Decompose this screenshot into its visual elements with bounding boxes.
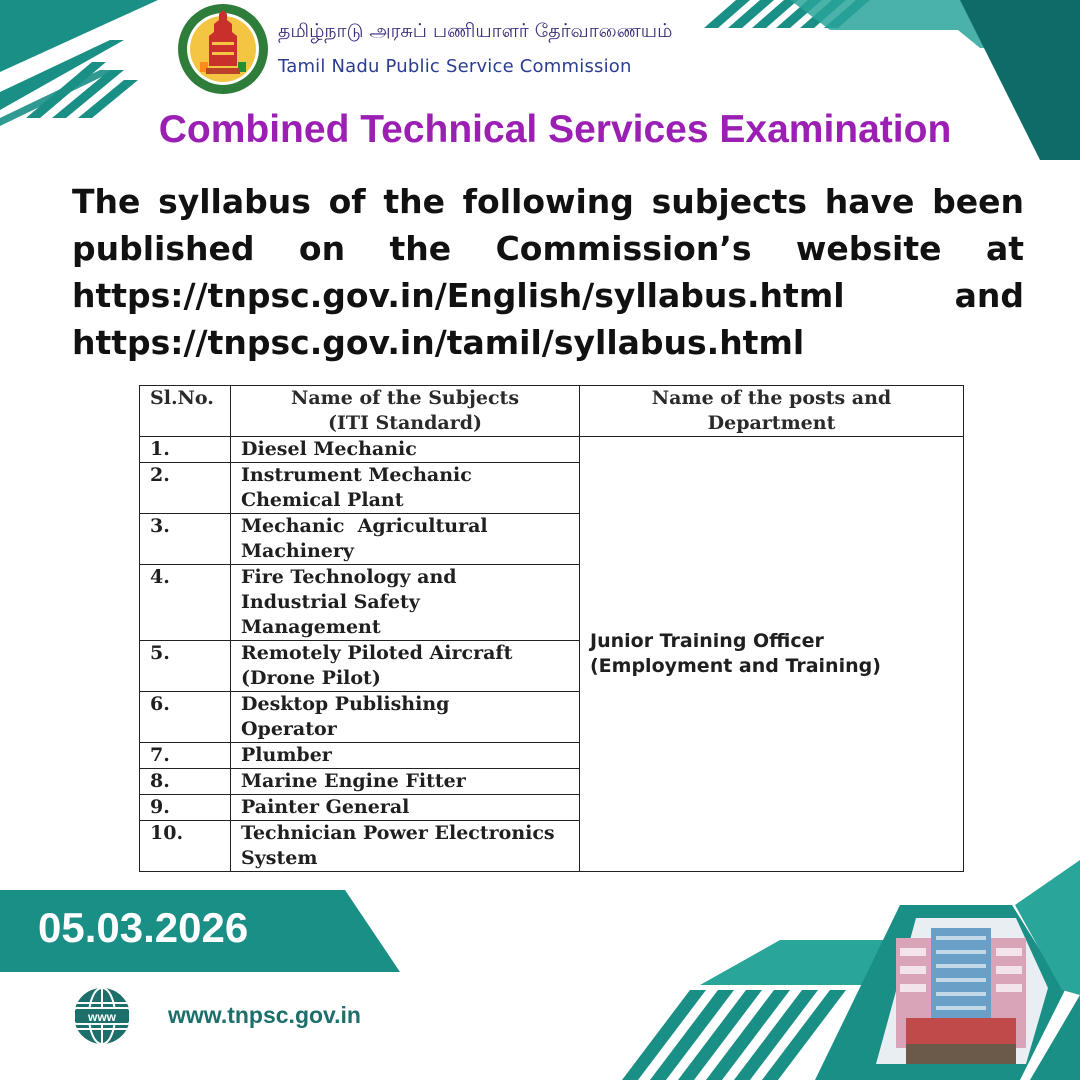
syllabus-table — [139, 385, 964, 872]
subject-line: System — [241, 847, 318, 869]
row-number: 7. — [140, 743, 231, 769]
subject-line: Industrial Safety — [241, 591, 420, 613]
header-posts-line: Department — [707, 412, 836, 434]
website-link[interactable]: www.tnpsc.gov.in — [168, 1002, 361, 1028]
row-number: 9. — [140, 795, 231, 821]
header-posts-line: Name of the posts and — [651, 387, 892, 409]
table-row — [140, 437, 964, 463]
subject-line: Mechanic Agricultural — [241, 515, 488, 537]
row-number: 5. — [140, 641, 231, 692]
intro-paragraph — [72, 178, 1024, 366]
subject-line: Management — [241, 616, 381, 638]
subject-line: Diesel Mechanic — [241, 438, 417, 460]
row-subject — [231, 769, 580, 795]
header-posts — [580, 386, 964, 437]
subject-line: Remotely Piloted Aircraft — [241, 642, 513, 664]
subject-line: Desktop Publishing — [241, 693, 450, 715]
row-number: 10. — [140, 821, 231, 872]
subject-line: Fire Technology and — [241, 566, 457, 588]
intro-line-tamil-link[interactable]: https://tnpsc.gov.in/tamil/syllabus.html — [72, 323, 805, 362]
post-line: Junior Training Officer — [590, 630, 824, 652]
subject-line: (Drone Pilot) — [241, 667, 381, 689]
date-label: 05.03.2026 — [38, 904, 249, 951]
subject-line: Plumber — [241, 744, 332, 766]
row-subject — [231, 463, 580, 514]
header-sl-no: Sl.No. — [140, 386, 231, 437]
row-number: 2. — [140, 463, 231, 514]
row-number: 4. — [140, 565, 231, 641]
row-number: 6. — [140, 692, 231, 743]
row-number: 1. — [140, 437, 231, 463]
post-line: (Employment and Training) — [590, 655, 881, 677]
subject-line: Machinery — [241, 540, 354, 562]
bottom-right-stripes — [622, 990, 846, 1080]
intro-line: The syllabus of the following subjects have been — [72, 182, 1024, 221]
intro-line: published on the Commission’s website at — [72, 229, 1024, 268]
subject-line: Instrument Mechanic — [241, 464, 472, 486]
intro-line-english-link[interactable]: https://tnpsc.gov.in/English/syllabus.html and — [72, 276, 1024, 315]
row-subject — [231, 743, 580, 769]
header-subjects-line: Name of the Subjects — [290, 387, 520, 409]
tnpsc-building-photo — [876, 918, 1048, 1064]
row-subject — [231, 821, 580, 872]
org-name-english: Tamil Nadu Public Service Commission — [278, 56, 632, 77]
subject-line: Operator — [241, 718, 337, 740]
row-subject — [231, 514, 580, 565]
org-name-tamil: தமிழ்நாடு அரசுப் பணியாளர் தேர்வாணையம் — [278, 20, 673, 42]
row-subject — [231, 641, 580, 692]
tamil-nadu-emblem-icon — [176, 2, 270, 96]
subject-line: Technician Power Electronics — [241, 822, 555, 844]
subject-line: Chemical Plant — [241, 489, 404, 511]
web-icon-label: www — [87, 1010, 117, 1024]
row-number: 8. — [140, 769, 231, 795]
exam-title: Combined Technical Services Examination — [158, 108, 952, 151]
row-subject — [231, 565, 580, 641]
globe-www-icon[interactable] — [72, 986, 132, 1046]
subject-line: Marine Engine Fitter — [241, 770, 466, 792]
row-subject — [231, 692, 580, 743]
table-header-row — [140, 386, 964, 437]
row-number: 3. — [140, 514, 231, 565]
subject-line: Painter General — [241, 796, 410, 818]
header-subjects-line: (ITI Standard) — [327, 412, 483, 434]
post-cell — [580, 437, 964, 872]
row-subject — [231, 795, 580, 821]
header-subjects — [231, 386, 580, 437]
row-subject — [231, 437, 580, 463]
